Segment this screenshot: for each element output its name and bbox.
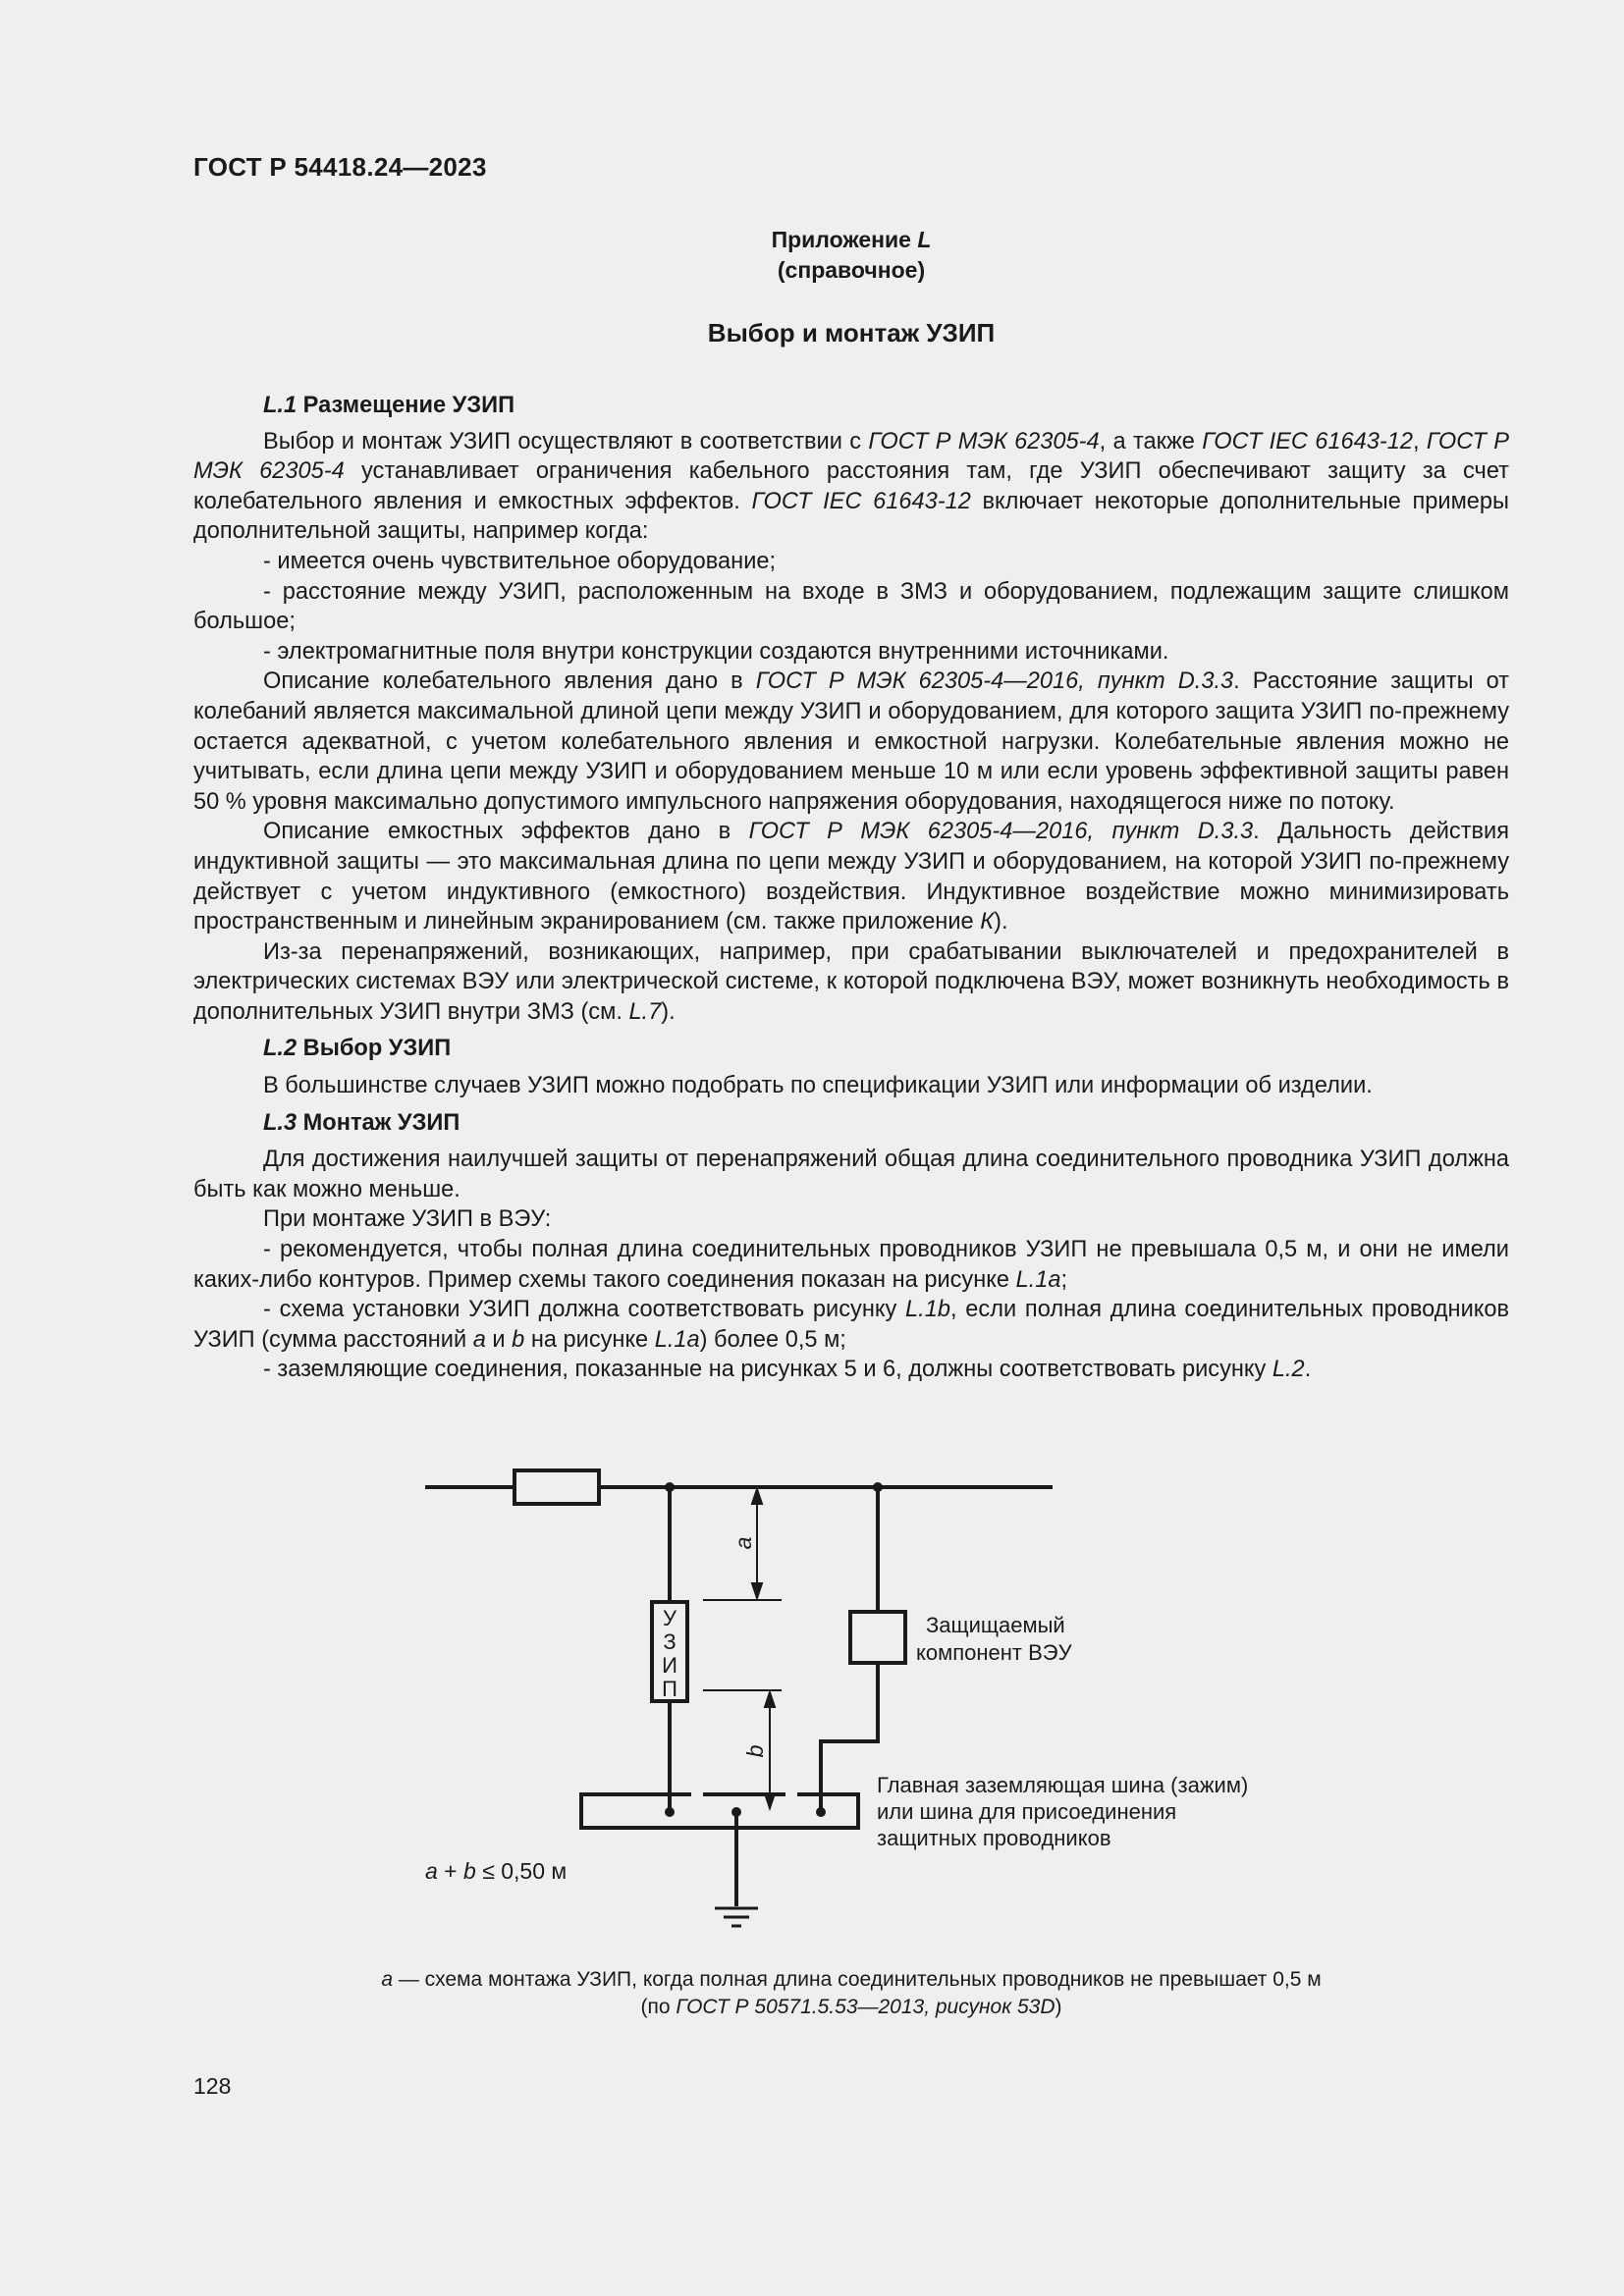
dimension-a-label: a <box>731 1536 756 1550</box>
paragraph: Для достижения наилучшей защиты от перенапряжений общая длина соединительного проводника УЗИП должна быть как можно меньше. <box>193 1147 1509 1202</box>
section-heading-l3: L.3 Монтаж УЗИП <box>263 1109 460 1136</box>
arrowhead <box>752 1489 762 1504</box>
equipment-earth-conductor <box>821 1663 878 1812</box>
junction-dot <box>665 1482 675 1492</box>
paragraph: Описание колебательного явления дано в ГОСТ Р МЭК 62305-4—2016, пункт D.3.3. Расстояние защиты от колебаний является максимальной длиной цепи между УЗИП и оборудованием, для которого защита УЗИП по-прежнему остается адекватной, с учетом колебательного явления и емкостной нагрузки. Колебательные явления можно не учитывать, если длина цепи между УЗИП и оборудованием меньше 10 м или если уровень эффективной защиты равен 50 % уровня максимально допустимого импульсного напряжения оборудования, находящегося ниже по потоку. <box>193 668 1509 815</box>
list-item: - имеется очень чувствительное оборудование; <box>263 548 777 574</box>
paragraph: При монтаже УЗИП в ВЭУ: <box>263 1206 552 1233</box>
annex-type: (справочное) <box>777 257 926 283</box>
paragraph: Из-за перенапряжений, возникающих, например, при срабатывании выключателей и предохранителей в электрических системах ВЭУ или электрической системе, к которой подключена ВЭУ, может возникнуть необходимость в дополнительных УЗИП внутри ЗМЗ (см. L.7). <box>193 938 1509 1025</box>
figure-caption <box>193 1966 1509 2021</box>
protected-component-label: компонент ВЭУ <box>916 1640 1072 1665</box>
junction-dot <box>816 1807 826 1817</box>
arrowhead <box>765 1793 775 1808</box>
dimension-b-label: b <box>742 1744 768 1758</box>
caption-source: (по ГОСТ Р 50571.5.53—2013, рисунок 53D) <box>640 1996 1062 2018</box>
list-item: - заземляющие соединения, показанные на рисунках 5 и 6, должны соответствовать рисунку L.2. <box>263 1357 1312 1383</box>
list-item: - рекомендуется, чтобы полная длина соединительных проводников УЗИП не превышала 0,5 м, и они не имели каких-либо контуров. Пример схемы такого соединения показан на рисунке L.1a; <box>193 1237 1509 1293</box>
annex-label: Приложение L <box>771 227 932 252</box>
page-title: Выбор и монтаж УЗИП <box>707 318 996 347</box>
section-heading-l2: L.2 Выбор УЗИП <box>263 1036 452 1062</box>
arrowhead <box>765 1692 775 1707</box>
paragraph: Описание емкостных эффектов дано в ГОСТ Р МЭК 62305-4—2016, пункт D.3.3. Дальность действия индуктивной защиты — это максимальная длина по цепи между УЗИП и оборудованием, на которой УЗИП по-прежнему действует с учетом индуктивного (емкостного) воздействия. Индуктивное воздействие можно минимизировать пространственным и линейным экранированием (см. также приложение К). <box>193 819 1509 935</box>
caption-line: a — схема монтажа УЗИП, когда полная длина соединительных проводников не превышает 0,5 м <box>381 1968 1322 1991</box>
spd-letter: И <box>662 1653 677 1678</box>
list-item: - схема установки УЗИП должна соответствовать рисунку L.1b, если полная длина соединительных проводников УЗИП (сумма расстояний a и b на рисунке L.1a) более 0,5 м; <box>193 1297 1509 1353</box>
page-number: 128 <box>193 2073 232 2099</box>
earthing-bar-label: защитных проводников <box>877 1826 1111 1850</box>
paragraph: В большинстве случаев УЗИП можно подобрать по спецификации УЗИП или информации об изделии. <box>263 1073 1373 1099</box>
protected-component-label: Защищаемый <box>926 1613 1065 1637</box>
spd-letter: З <box>663 1629 677 1654</box>
arrowhead <box>752 1583 762 1598</box>
junction-dot <box>665 1807 675 1817</box>
junction-dot <box>731 1807 741 1817</box>
list-item: - электромагнитные поля внутри конструкции создаются внутренними источниками. <box>263 638 1169 665</box>
paragraph: Выбор и монтаж УЗИП осуществляют в соответствии с ГОСТ Р МЭК 62305-4, а также ГОСТ IEC 61643-12, ГОСТ Р МЭК 62305-4 устанавливает ограничения кабельного расстояния там, где УЗИП обеспечивают защиту за счет колебательного явления и емкостных эффектов. ГОСТ IEC 61643-12 включает некоторые дополнительные примеры дополнительной защиты, например когда: <box>193 428 1509 545</box>
protected-component-box <box>850 1612 905 1663</box>
fuse-symbol <box>514 1470 599 1504</box>
list-item: - расстояние между УЗИП, расположенным на входе в ЗМЗ и оборудованием, подлежащим защите слишком большое; <box>193 578 1509 635</box>
section-heading-l1: L.1 Размещение УЗИП <box>263 393 515 418</box>
spd-letter: П <box>662 1677 677 1701</box>
spd-letter: У <box>663 1606 677 1630</box>
earthing-bar-label: или шина для присоединения <box>877 1799 1177 1824</box>
length-formula: a + b ≤ 0,50 м <box>425 1858 568 1884</box>
junction-dot <box>873 1482 883 1492</box>
document-header: ГОСТ Р 54418.24—2023 <box>193 152 487 182</box>
earthing-bar-label: Главная заземляющая шина (зажим) <box>877 1773 1249 1797</box>
